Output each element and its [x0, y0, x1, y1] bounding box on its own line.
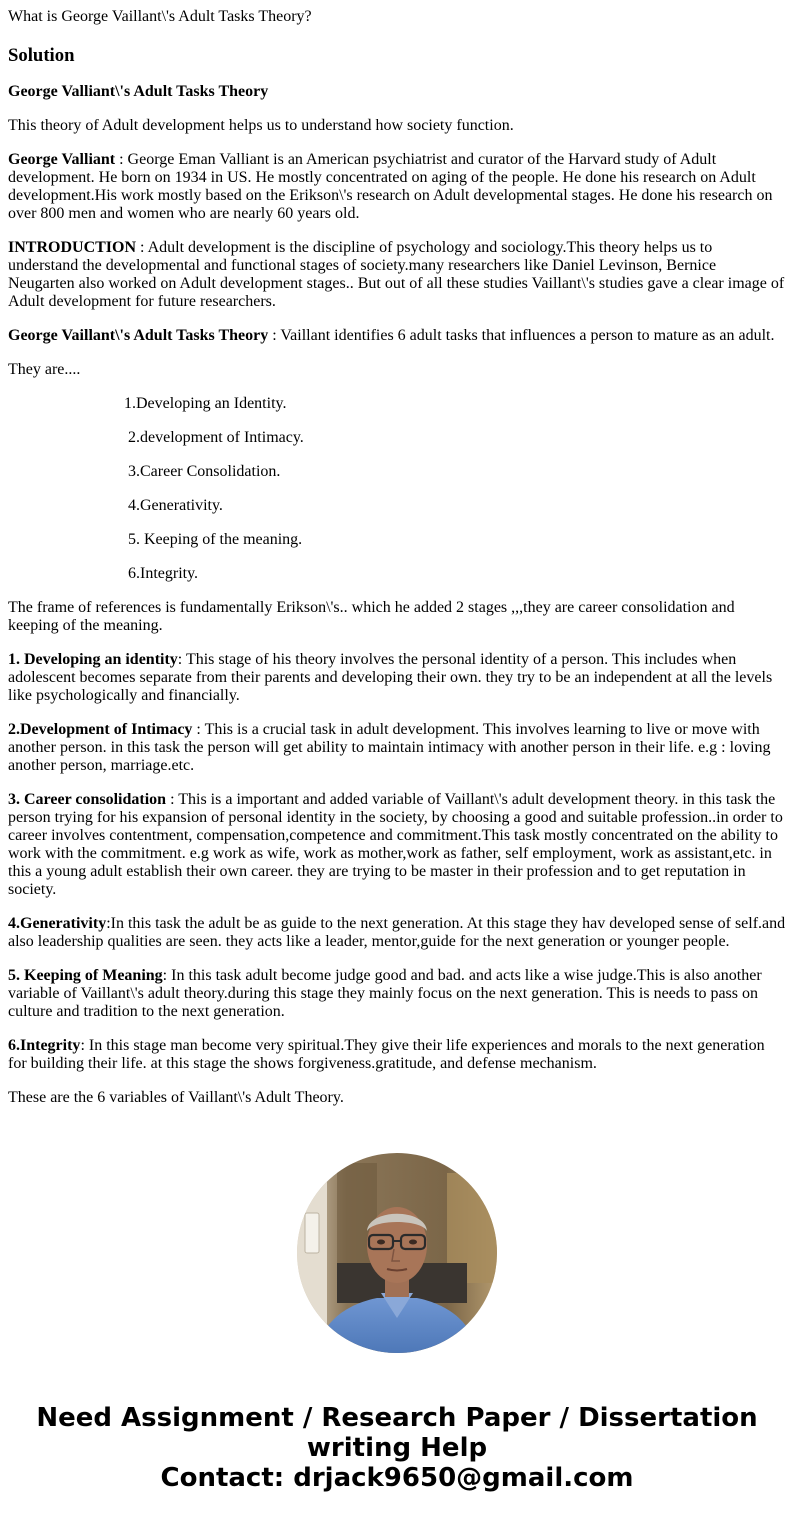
bio-paragraph — [8, 151, 786, 223]
introduction-text: : Adult development is the discipline of psychology and sociology.This theory helps us to understand the developmental and functional stages of society.many researchers like Daniel Levinson, Bernice Neugarten also worked on Adult development stages.. But out of all these studies Vaillant\'s studies gave a clear image of Adult development for future researchers. — [8, 239, 785, 310]
frame-paragraph: The frame of references is fundamentally Erikson\'s.. which he added 2 stages ,,,they are career consolidation and keeping of the meaning. — [8, 599, 735, 634]
promo-line: writing Help — [306, 1433, 488, 1463]
task-detail-label: 2.Development of Intimacy — [8, 721, 193, 738]
solution-heading: Solution — [8, 45, 75, 66]
avatar-portrait-image — [297, 1153, 497, 1353]
theory-title-text: George Valliant\'s Adult Tasks Theory — [8, 83, 269, 100]
task-list-item: 3.Career Consolidation. — [128, 463, 281, 480]
theory-label: George Vaillant\'s Adult Tasks Theory — [8, 327, 269, 344]
task-detail-text: : This is a crucial task in adult development. This involves learning to live or move with another person. in this task the person will get ability to maintain intimacy with another person in their life. e.g : loving another person, marriage.etc. — [8, 721, 771, 774]
promo-banner — [0, 1403, 794, 1493]
task-detail-text: : In this stage man become very spiritual.They give their life experiences and morals to the next generation for building their life. at this stage the shows forgiveness.gratitude, and defense mechanism. — [8, 1037, 765, 1072]
task-list-item: 6.Integrity. — [128, 565, 199, 582]
theory-title — [8, 83, 786, 101]
task-list-item: 2.development of Intimacy. — [128, 429, 304, 446]
task-list-item: 4.Generativity. — [128, 497, 223, 514]
task-detail-label: 5. Keeping of Meaning — [8, 967, 163, 984]
intro-line: This theory of Adult development helps us to understand how society function. — [8, 117, 514, 134]
conclusion-paragraph: These are the 6 variables of Vaillant\'s Adult Theory. — [8, 1089, 344, 1106]
task-detail-paragraph — [8, 1037, 786, 1073]
bio-label: George Valliant — [8, 151, 116, 168]
task-detail-paragraph — [8, 651, 786, 705]
bio-text: : George Eman Valliant is an American psychiatrist and curator of the Harvard study of Adult development. He born on 1934 in US. He mostly concentrated on aging of the people. He done his research on Adult development.His work mostly based on the Erikson\'s research on Adult developmental stages. He done his research on over 800 men and women who are nearly 60 years old. — [8, 151, 773, 222]
question-text: What is George Vaillant\'s Adult Tasks Theory? — [8, 8, 312, 25]
task-detail-text: : This stage of his theory involves the personal identity of a person. This includes when adolescent becomes separate from their parents and developing their own. they try to be an independent at all the levels like psychologically and financially. — [8, 651, 773, 704]
task-detail-text: :In this task the adult be as guide to the next generation. At this stage they hav developed sense of self.and also leadership qualities are seen. they acts like a leader, mentor,guide for the next generation or younger people. — [8, 915, 786, 950]
introduction-paragraph — [8, 239, 786, 311]
task-detail-paragraph — [8, 967, 786, 1021]
they-are-line: They are.... — [8, 361, 81, 378]
task-detail-label: 1. Developing an identity — [8, 651, 178, 668]
task-detail-paragraph — [8, 721, 786, 775]
task-list-item: 1.Developing an Identity. — [124, 395, 287, 412]
task-detail-label: 3. Career consolidation — [8, 791, 167, 808]
promo-contact: Contact: drjack9650@gmail.com — [160, 1463, 634, 1493]
introduction-label: INTRODUCTION — [8, 239, 137, 256]
task-detail-text: : In this task adult become judge good and bad. and acts like a wise judge.This is also another variable of Vaillant\'s adult theory.during this stage they mainly focus on the next generation. This is needs to pass on culture and tradition to the next generation. — [8, 967, 762, 1020]
task-detail-label: 6.Integrity — [8, 1037, 81, 1054]
task-detail-paragraph — [8, 791, 786, 899]
task-detail-paragraph — [8, 915, 786, 951]
theory-text: : Vaillant identifies 6 adult tasks that influences a person to mature as an adult. — [268, 327, 775, 344]
avatar — [297, 1153, 497, 1353]
promo-line: Need Assignment / Research Paper / Dissertation — [36, 1403, 758, 1433]
task-detail-text: : This is a important and added variable of Vaillant\'s adult development theory. in this task the person trying for his expansion of personal identity in the society, by choosing a good and suitable profession..in order to career involves contentment, compensation,competence and commitment.This task mostly concentrated on the ability to work with the commitment. e.g work as wife, work as mother,work as father, self employment, work as assistant,etc. in this a young adult establish their own career. they are trying to be master in their profession and to get reputation in society. — [8, 791, 783, 898]
task-detail-label: 4.Generativity — [8, 915, 107, 932]
task-list-item: 5. Keeping of the meaning. — [128, 531, 303, 548]
theory-paragraph — [8, 327, 786, 345]
answer-document — [8, 8, 786, 1123]
